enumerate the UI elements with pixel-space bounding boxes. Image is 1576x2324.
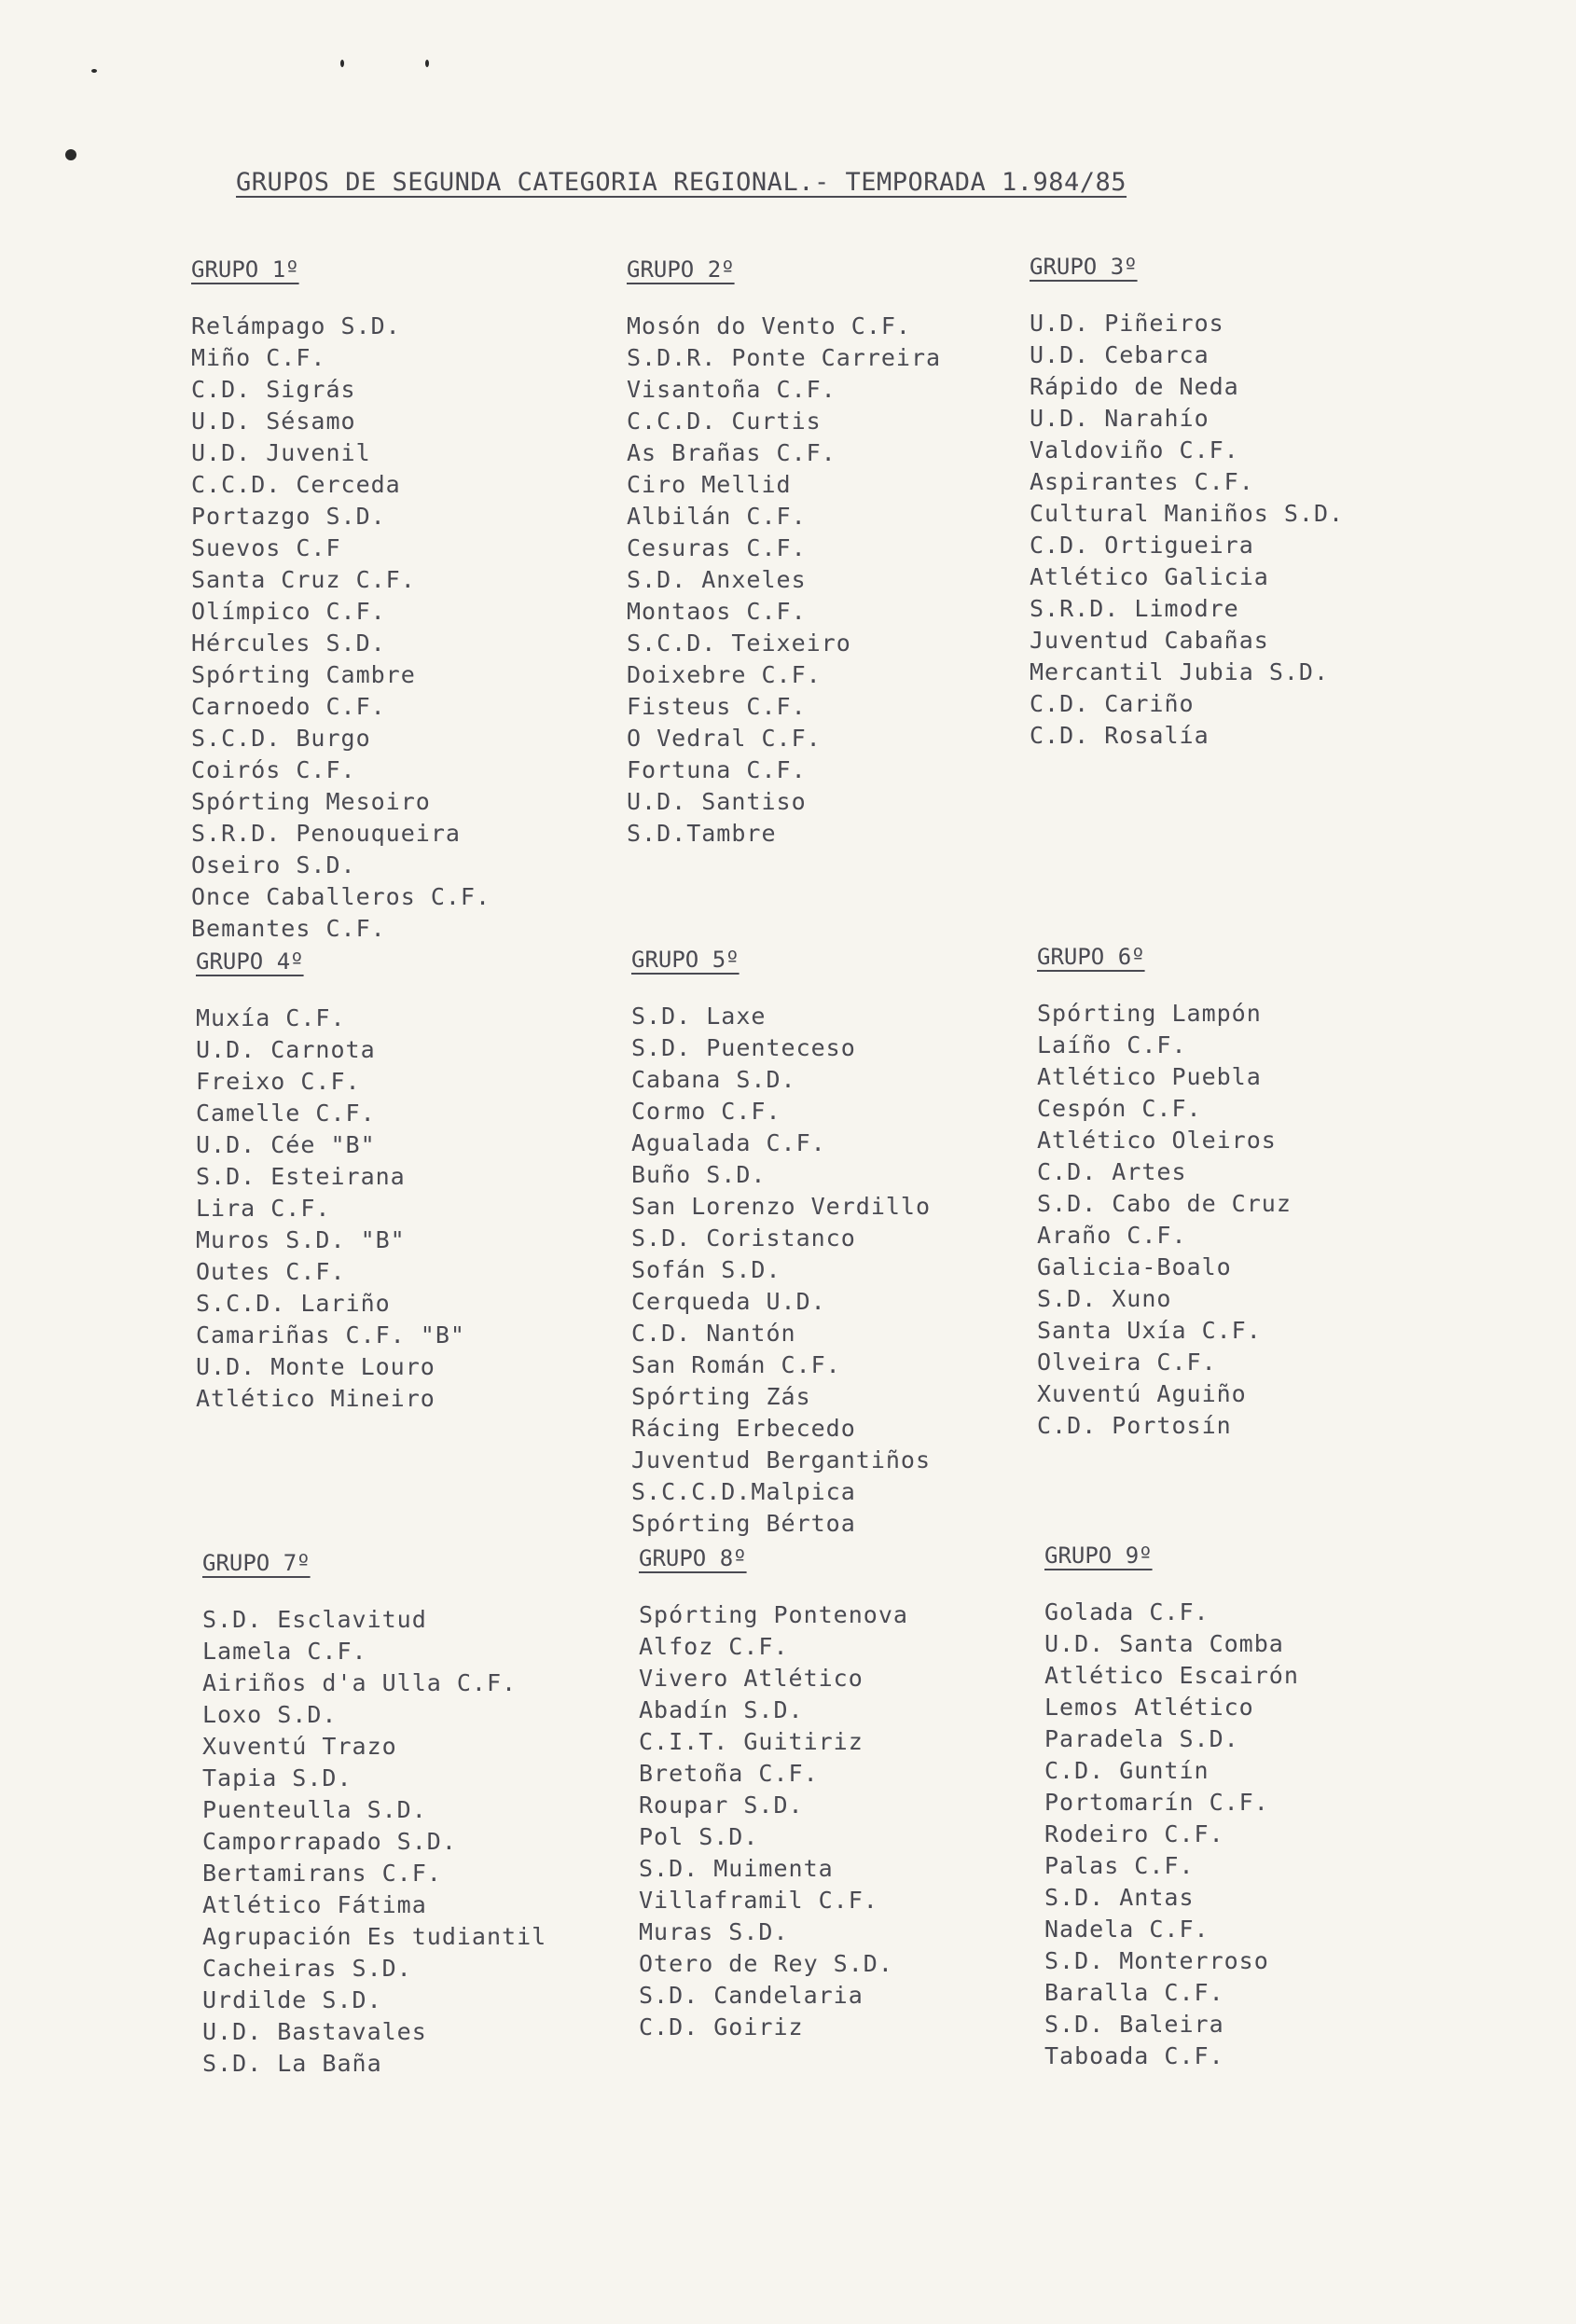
team-entry: Otero de Rey S.D. (639, 1950, 893, 1977)
team-list (1037, 998, 1475, 1442)
team-entry: Abadín S.D. (639, 1696, 804, 1723)
team-entry: S.D. Puenteceso (631, 1034, 856, 1061)
team-entry: Atlético Puebla (1037, 1063, 1262, 1090)
team-entry: O Vedral C.F. (627, 725, 822, 752)
team-entry: C.D. Ortigueira (1030, 532, 1254, 559)
team-entry: Ciro Mellid (627, 471, 792, 498)
group-5 (631, 947, 1070, 1540)
team-entry: Nadela C.F. (1044, 1916, 1210, 1943)
team-entry: S.D. Candelaria (639, 1982, 864, 2009)
team-entry: Lamela C.F. (202, 1638, 367, 1665)
team-entry: S.D. Cabo de Cruz (1037, 1190, 1292, 1217)
group-heading: GRUPO 9º (1044, 1542, 1153, 1569)
team-entry: Tapia S.D. (202, 1764, 353, 1791)
team-entry: Camariñas C.F. "B" (196, 1321, 465, 1349)
team-entry: S.C.D. Lariño (196, 1290, 391, 1317)
team-entry: S.D. Xuno (1037, 1285, 1172, 1312)
team-entry: S.D. Anxeles (627, 566, 807, 593)
team-entry: Camelle C.F. (196, 1100, 376, 1127)
team-entry: Agrupación Es tudiantil (202, 1923, 547, 1950)
team-entry: S.D. Muimenta (639, 1855, 834, 1882)
team-entry: Rácing Erbecedo (631, 1415, 856, 1442)
team-list (202, 1604, 641, 2080)
team-entry: S.D. Esclavitud (202, 1606, 427, 1633)
team-entry: Araño C.F. (1037, 1222, 1187, 1249)
team-entry: As Brañas C.F. (627, 439, 836, 466)
team-entry: S.D. Laxe (631, 1003, 767, 1030)
team-entry: Cesuras C.F. (627, 534, 807, 561)
group-8 (639, 1545, 1077, 2043)
team-list (639, 1599, 1077, 2043)
ink-spot (91, 69, 97, 73)
team-entry: Pol S.D. (639, 1823, 759, 1850)
team-entry: Santa Uxía C.F. (1037, 1317, 1262, 1344)
team-entry: Albilán C.F. (627, 503, 807, 530)
team-entry: Olímpico C.F. (191, 598, 386, 625)
group-heading: GRUPO 5º (631, 947, 740, 973)
team-entry: U.D. Juvenil (191, 439, 371, 466)
team-entry: San Lorenzo Verdillo (631, 1193, 932, 1220)
team-entry: Juventud Cabañas (1030, 627, 1269, 654)
team-entry: Rodeiro C.F. (1044, 1820, 1224, 1847)
team-entry: Portazgo S.D. (191, 503, 386, 530)
team-entry: Muros S.D. "B" (196, 1226, 406, 1253)
team-entry: Olveira C.F. (1037, 1349, 1217, 1376)
team-entry: Vivero Atlético (639, 1665, 864, 1692)
team-entry: S.C.D. Teixeiro (627, 629, 851, 657)
team-entry: C.D. Nantón (631, 1320, 796, 1347)
team-entry: Xuventú Trazo (202, 1733, 397, 1760)
document-title: GRUPOS DE SEGUNDA CATEGORIA REGIONAL.- TEMPORADA 1.984/85 (236, 168, 1127, 197)
team-entry: S.C.C.D.Malpica (631, 1478, 856, 1505)
team-entry: Cultural Maniños S.D. (1030, 500, 1345, 527)
team-entry: Carnoedo C.F. (191, 693, 386, 720)
team-entry: San Román C.F. (631, 1351, 841, 1378)
team-entry: Lemos Atlético (1044, 1694, 1254, 1721)
team-entry: Spórting Pontenova (639, 1601, 908, 1628)
group-heading: GRUPO 6º (1037, 944, 1145, 970)
team-entry: Valdoviño C.F. (1030, 436, 1239, 463)
team-entry: Miño C.F. (191, 344, 326, 371)
team-entry: S.D. Coristanco (631, 1224, 856, 1252)
group-heading: GRUPO 2º (627, 256, 735, 283)
team-entry: S.D.Tambre (627, 820, 777, 847)
team-entry: Urdilde S.D. (202, 1986, 382, 2013)
team-entry: S.R.D. Penouqueira (191, 820, 461, 847)
team-entry: Visantoña C.F. (627, 376, 836, 403)
team-entry: Lira C.F. (196, 1195, 331, 1222)
team-entry: Mosón do Vento C.F. (627, 312, 911, 339)
team-entry: Muras S.D. (639, 1918, 789, 1945)
team-entry: Cerqueda U.D. (631, 1288, 826, 1315)
team-entry: U.D. Bastavales (202, 2018, 427, 2045)
team-entry: C.D. Cariño (1030, 690, 1195, 717)
team-entry: C.D. Goiriz (639, 2013, 804, 2040)
team-entry: C.D. Guntín (1044, 1757, 1210, 1784)
group-4 (196, 948, 634, 1415)
team-entry: Freixo C.F. (196, 1068, 361, 1095)
team-entry: S.D. Baleira (1044, 2011, 1224, 2038)
ink-spot (65, 149, 76, 160)
team-entry: Suevos C.F (191, 534, 341, 561)
team-entry: Spórting Mesoiro (191, 788, 431, 815)
team-entry: Coirós C.F. (191, 756, 356, 783)
team-entry: U.D. Monte Louro (196, 1353, 435, 1380)
team-entry: S.R.D. Limodre (1030, 595, 1239, 622)
team-entry: U.D. Cebarca (1030, 341, 1210, 368)
team-entry: Cespón C.F. (1037, 1095, 1202, 1122)
team-entry: U.D. Sésamo (191, 408, 356, 435)
team-entry: S.D. Esteirana (196, 1163, 406, 1190)
team-entry: Aspirantes C.F. (1030, 468, 1254, 495)
team-entry: Juventud Bergantiños (631, 1446, 932, 1473)
team-entry: Buño S.D. (631, 1161, 767, 1188)
team-entry: C.C.D. Cerceda (191, 471, 401, 498)
team-entry: Spórting Bértoa (631, 1510, 856, 1537)
team-entry: S.D. Monterroso (1044, 1947, 1269, 1974)
group-2 (627, 256, 1065, 850)
team-entry: Mercantil Jubia S.D. (1030, 658, 1330, 685)
team-entry: Atlético Galicia (1030, 563, 1269, 590)
team-entry: Roupar S.D. (639, 1791, 804, 1819)
team-entry: Spórting Lampón (1037, 1000, 1262, 1027)
team-entry: S.C.D. Burgo (191, 725, 371, 752)
team-entry: U.D. Narahío (1030, 405, 1210, 432)
team-entry: Relámpago S.D. (191, 312, 401, 339)
team-entry: S.D.R. Ponte Carreira (627, 344, 942, 371)
group-heading: GRUPO 8º (639, 1545, 747, 1571)
team-entry: Alfoz C.F. (639, 1633, 789, 1660)
team-entry: U.D. Cée "B" (196, 1131, 376, 1158)
team-entry: C.D. Portosín (1037, 1412, 1232, 1439)
team-entry: Bretoña C.F. (639, 1760, 819, 1787)
team-list (631, 1001, 1070, 1540)
group-heading: GRUPO 4º (196, 948, 304, 975)
team-entry: C.D. Artes (1037, 1158, 1187, 1185)
team-list (1030, 308, 1468, 752)
team-entry: U.D. Santiso (627, 788, 807, 815)
team-entry: Palas C.F. (1044, 1852, 1195, 1879)
team-entry: S.D. La Baña (202, 2050, 382, 2077)
group-6 (1037, 944, 1475, 1442)
team-entry: Cacheiras S.D. (202, 1955, 412, 1982)
team-entry: Taboada C.F. (1044, 2042, 1224, 2069)
team-entry: Outes C.F. (196, 1258, 346, 1285)
team-entry: C.D. Sigrás (191, 376, 356, 403)
team-entry: Agualada C.F. (631, 1129, 826, 1156)
team-entry: Atlético Escairón (1044, 1662, 1299, 1689)
group-9 (1044, 1542, 1483, 2072)
team-entry: Fortuna C.F. (627, 756, 807, 783)
group-7 (202, 1550, 641, 2080)
ink-spot (425, 60, 429, 67)
group-heading: GRUPO 7º (202, 1550, 311, 1576)
team-entry: C.D. Rosalía (1030, 722, 1210, 749)
team-entry: Xuventú Aguiño (1037, 1380, 1247, 1407)
team-entry: Doixebre C.F. (627, 661, 822, 688)
team-entry: Once Caballeros C.F. (191, 883, 491, 910)
team-entry: Rápido de Neda (1030, 373, 1239, 400)
team-entry: Villaframil C.F. (639, 1887, 878, 1914)
team-entry: Hércules S.D. (191, 629, 386, 657)
team-entry: Paradela S.D. (1044, 1725, 1239, 1752)
team-entry: Galicia-Boalo (1037, 1253, 1232, 1280)
team-entry: Bemantes C.F. (191, 915, 386, 942)
team-entry: Cormo C.F. (631, 1098, 781, 1125)
team-entry: Airiños d'a Ulla C.F. (202, 1669, 518, 1696)
ink-spot (340, 60, 344, 67)
team-list (627, 311, 1065, 850)
team-entry: U.D. Santa Comba (1044, 1630, 1284, 1657)
team-list (1044, 1597, 1483, 2072)
team-entry: Baralla C.F. (1044, 1979, 1224, 2006)
team-entry: Cabana S.D. (631, 1066, 796, 1093)
team-entry: Bertamirans C.F. (202, 1860, 442, 1887)
group-1 (191, 256, 629, 945)
group-heading: GRUPO 1º (191, 256, 299, 283)
team-entry: Spórting Cambre (191, 661, 416, 688)
team-entry: C.C.D. Curtis (627, 408, 822, 435)
team-entry: Atlético Oleiros (1037, 1127, 1277, 1154)
team-entry: Puenteulla S.D. (202, 1796, 427, 1823)
team-entry: C.I.T. Guitiriz (639, 1728, 864, 1755)
team-entry: Oseiro S.D. (191, 851, 356, 878)
team-entry: Fisteus C.F. (627, 693, 807, 720)
team-entry: Portomarín C.F. (1044, 1789, 1269, 1816)
team-entry: Camporrapado S.D. (202, 1828, 457, 1855)
team-entry: Muxía C.F. (196, 1004, 346, 1031)
team-entry: Santa Cruz C.F. (191, 566, 416, 593)
team-entry: Atlético Mineiro (196, 1385, 435, 1412)
team-entry: Spórting Zás (631, 1383, 811, 1410)
team-list (191, 311, 629, 945)
team-entry: Atlético Fátima (202, 1891, 427, 1918)
team-entry: Laíño C.F. (1037, 1031, 1187, 1058)
team-list (196, 1003, 634, 1415)
team-entry: Sofán S.D. (631, 1256, 781, 1283)
team-entry: S.D. Antas (1044, 1884, 1195, 1911)
team-entry: U.D. Piñeiros (1030, 310, 1224, 337)
team-entry: Golada C.F. (1044, 1598, 1210, 1625)
group-heading: GRUPO 3º (1030, 254, 1138, 280)
group-3 (1030, 254, 1468, 752)
team-entry: U.D. Carnota (196, 1036, 376, 1063)
team-entry: Loxo S.D. (202, 1701, 338, 1728)
team-entry: Montaos C.F. (627, 598, 807, 625)
